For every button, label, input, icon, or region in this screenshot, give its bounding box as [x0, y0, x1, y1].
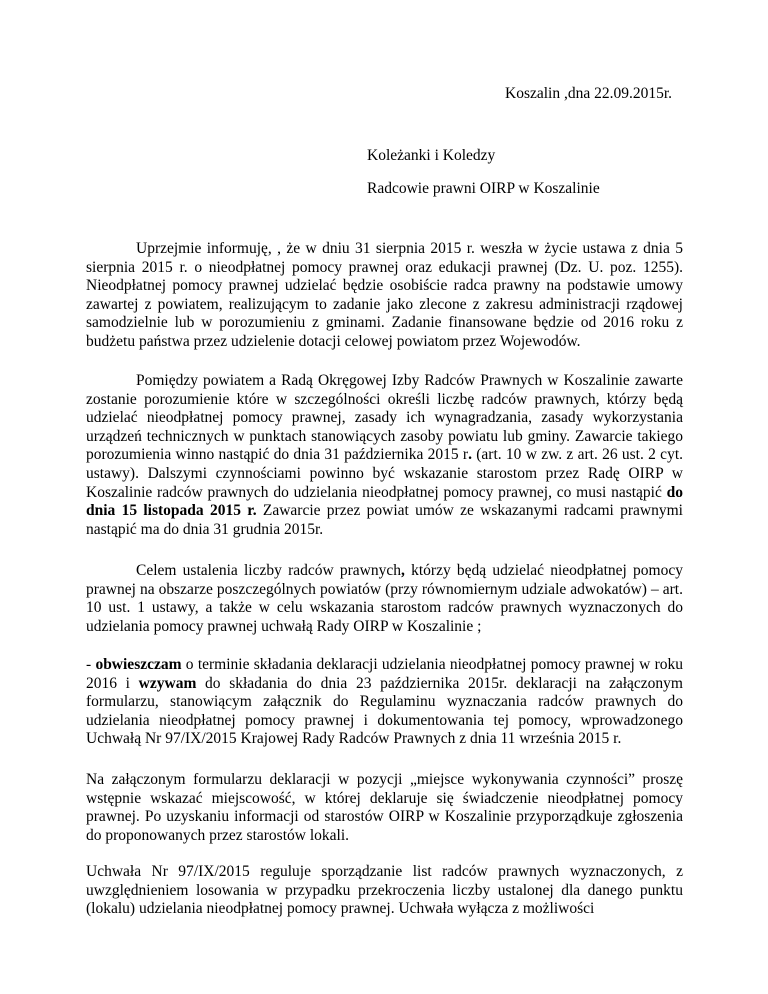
purpose-bold-comma: , — [401, 562, 405, 579]
announcement-keyword-wzywam: wzywam — [138, 674, 197, 692]
addressee-greeting: Koleżanki i Koledzy — [367, 147, 496, 164]
document-date: Koszalin ,dna 22.09.2015r. — [505, 85, 673, 102]
agreement-text-c: Zawarcie przez powiat umów ze wskazanymi radcami prawnymi nastąpić ma do dnia 31 grudnia 2015r. — [86, 502, 683, 538]
agreement-bold-dot: . — [468, 446, 472, 464]
agreement-text-a: Pomiędzy powiatem a Radą Okręgowej Izby Radców Prawnych w Koszalinie zawarte zostanie porozumienie które w szczególności określi liczbę radców prawnych, którzy będą udzielać nieodpłatnej pomocy prawnej, zasady ich wynagradzania, zasady wykorzystania urządzeń technicznych w punktach stanowiących zasoby powiatu lub gminy. Zawarcie takiego porozumienia winno nastąpić do dnia 31 października 2015 r — [86, 372, 683, 464]
purpose-text-a: Celem ustalenia liczby radców prawnych — [136, 562, 402, 579]
announcement-text-a: o terminie składania deklaracji udzielania nieodpłatnej pomocy prawnej w roku 2016 i — [86, 656, 683, 692]
announcement-dash: - — [86, 656, 96, 673]
paragraph-announcement — [86, 656, 683, 749]
purpose-text-b: którzy będą udzielać nieodpłatnej pomocy prawnej na obszarze poszczególnych powiatów (przy równomiernym udziale adwokatów) – art. 10 ust. 1 ustawy, a także w celu wskazania starostom radców prawnych wyznaczonych do udzielania pomocy prawnej uchwałą Rady OIRP w Koszalinie ; — [86, 562, 683, 635]
paragraph-resolution: Uchwała Nr 97/IX/2015 reguluje sporządzanie list radców prawnych wyznaczonych, z uwzględnieniem losowania w przypadku przekroczenia liczby ustalonej dla danego punktu (lokalu) udzielania nieodpłatnej pomocy prawnej. Uchwała wyłącza z możliwości — [86, 863, 683, 918]
addressee-recipients: Radcowie prawni OIRP w Koszalinie — [367, 180, 600, 197]
paragraph-act-info: Uprzejmie informuję, , że w dniu 31 sierpnia 2015 r. weszła w życie ustawa z dnia 5 sierpnia 2015 r. o nieodpłatnej pomocy prawnej oraz edukacji prawnej (Dz. U. poz. 1255). Nieodpłatnej pomocy prawnej udzielać będzie osobiście radca prawny na podstawie umowy zawartej z powiatem, realizującym to zadanie jako zlecone z zakresu administracji rządowej samodzielnie lub w porozumieniu z gminami. Zadanie finansowane będzie od 2016 roku z budżetu państwa przez udzielenie dotacji celowej powiatom przez Wojewodów. — [86, 240, 683, 350]
agreement-text-b: (art. 10 w zw. z art. 26 ust. 2 cyt. ustawy). Dalszymi czynnościami powinno być wskazanie starostom przez Radę OIRP w Koszalinie radców prawnych do udzielania nieodpłatnej pomocy prawnej, co musi nastąpić — [86, 446, 683, 501]
paragraph-agreement — [86, 372, 683, 539]
agreement-deadline: do dnia 15 listopada 2015 r. — [86, 483, 683, 520]
announcement-text-b: do składania do dnia 23 października 2015r. deklaracji na załączonym formularzu, stanowiącym załącznik do Regulaminu wyznaczania radców prawnych do udzielania nieodpłatnej pomocy prawnej i dokumentowania tej pomocy, wprowadzonego Uchwałą Nr 97/IX/2015 Krajowej Rady Radców Prawnych z dnia 11 września 2015 r. — [86, 674, 683, 748]
paragraph-form-instructions: Na załączonym formularzu deklaracji w pozycji „miejsce wykonywania czynności” proszę wstępnie wskazać miejscowość, w której deklaruje się świadczenie nieodpłatnej pomocy prawnej. Po uzyskaniu informacji od starostów OIRP w Koszalinie przyporządkuje zgłoszenia do proponowanych przez starostów lokali. — [86, 771, 683, 844]
paragraph-purpose — [86, 562, 683, 636]
announcement-keyword-obwieszczam: obwieszczam — [95, 656, 182, 673]
